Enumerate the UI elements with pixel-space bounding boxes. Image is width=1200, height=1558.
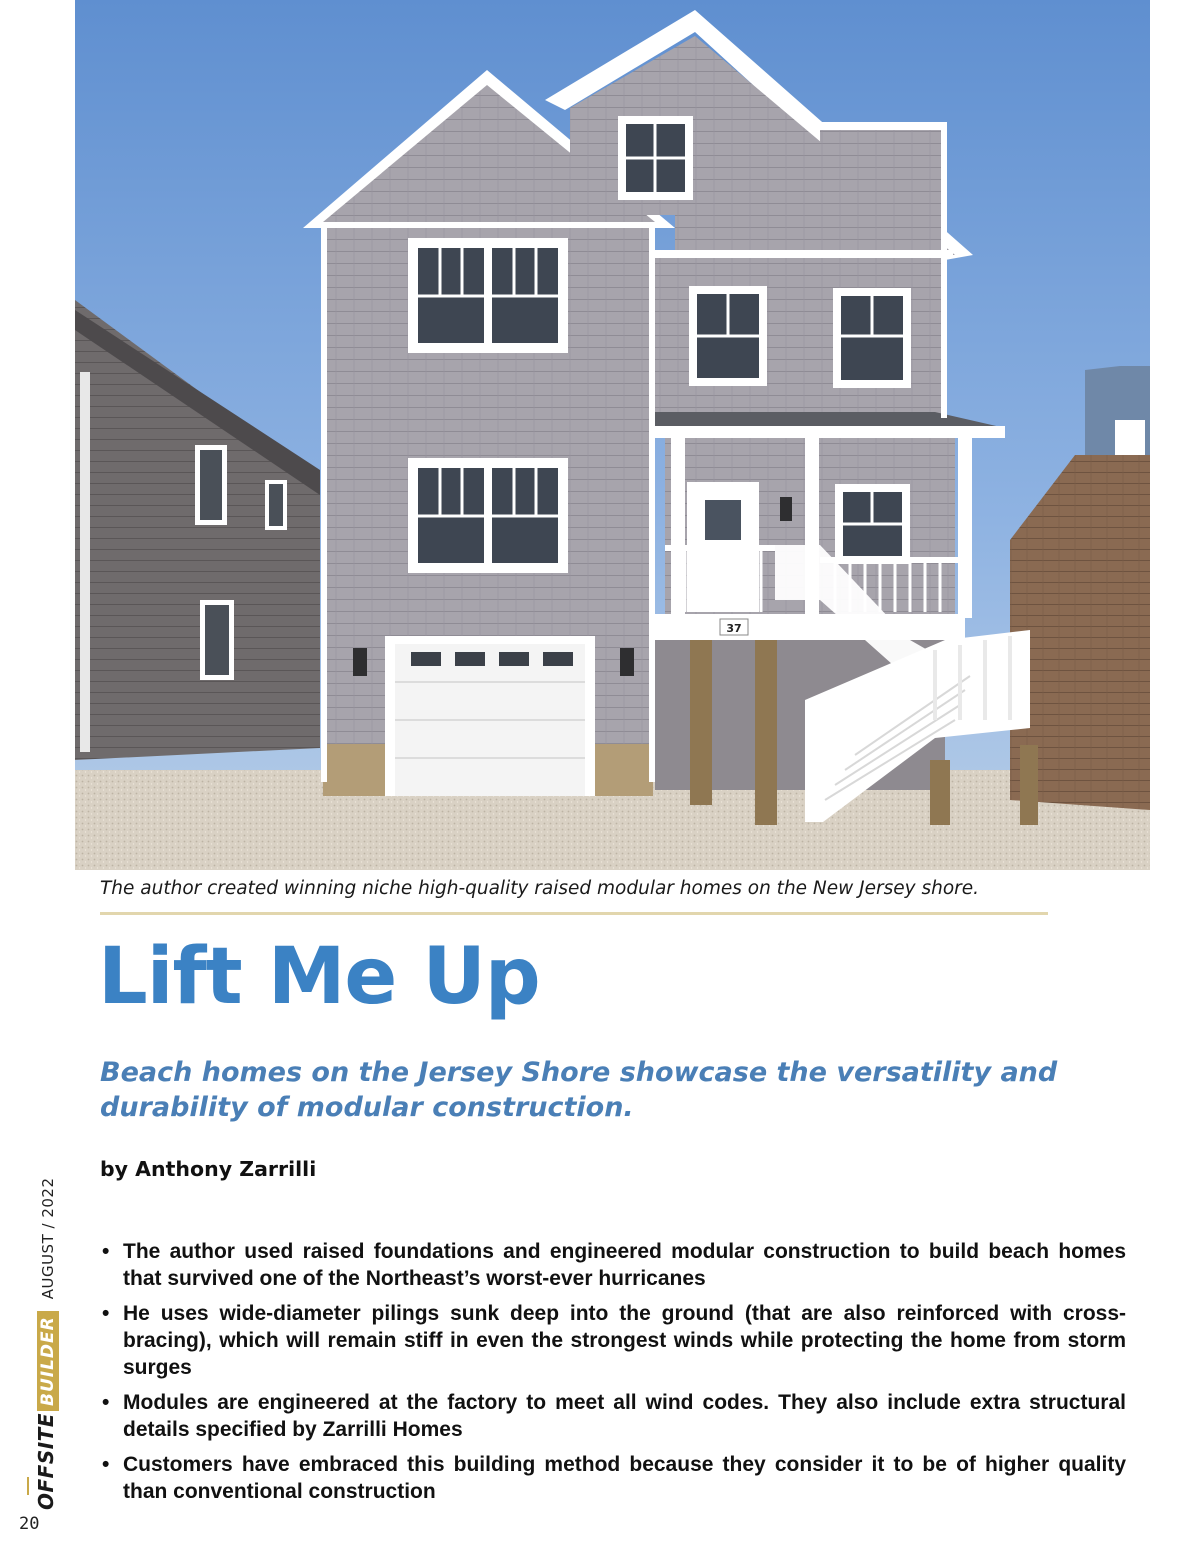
article-byline: by Anthony Zarrilli	[100, 1157, 317, 1181]
bullet-icon: •	[102, 1391, 110, 1414]
list-item	[100, 1451, 1126, 1505]
key-points-list	[100, 1238, 1126, 1513]
list-item-text: Modules are engineered at the factory to meet all wind codes. They also include extra structural details specified by Zarrilli Homes	[123, 1391, 1126, 1441]
photo-caption: The author created winning niche high-quality raised modular homes on the New Jersey shore.	[100, 878, 980, 899]
bullet-icon: •	[102, 1240, 110, 1263]
article-title: Lift Me Up	[98, 932, 540, 1022]
list-item-text: He uses wide-diameter pilings sunk deep into the ground (that are also reinforced with cross-bracing), which will remain stiff in even the strongest winds while protecting the home from storm surges	[123, 1302, 1126, 1379]
house-number: 37	[726, 622, 742, 635]
list-item-text: The author used raised foundations and engineered modular construction to build beach homes that survived one of the Northeast’s worst-ever hurricanes	[123, 1240, 1126, 1290]
magazine-masthead-vertical	[34, 1177, 59, 1510]
hero-photo	[75, 0, 1150, 870]
magazine-name-offsite: OFFSITE	[34, 1413, 58, 1510]
list-item	[100, 1389, 1126, 1443]
page-number-divider	[27, 1477, 29, 1495]
list-item	[100, 1300, 1126, 1381]
magazine-name-builder: BUILDER	[37, 1311, 59, 1411]
raised-modular-home-image	[75, 0, 1150, 870]
bullet-icon: •	[102, 1302, 110, 1325]
caption-divider	[100, 912, 1048, 915]
list-item	[100, 1238, 1126, 1292]
magazine-sidebar	[0, 0, 60, 1558]
page-number: 20	[19, 1514, 40, 1534]
article-subtitle: Beach homes on the Jersey Shore showcase the versatility and durability of modular construction.	[100, 1057, 1058, 1123]
issue-date: AUGUST / 2022	[39, 1177, 57, 1300]
bullet-icon: •	[102, 1453, 110, 1476]
list-item-text: Customers have embraced this building method because they consider it to be of higher quality than conventional construction	[123, 1453, 1126, 1503]
